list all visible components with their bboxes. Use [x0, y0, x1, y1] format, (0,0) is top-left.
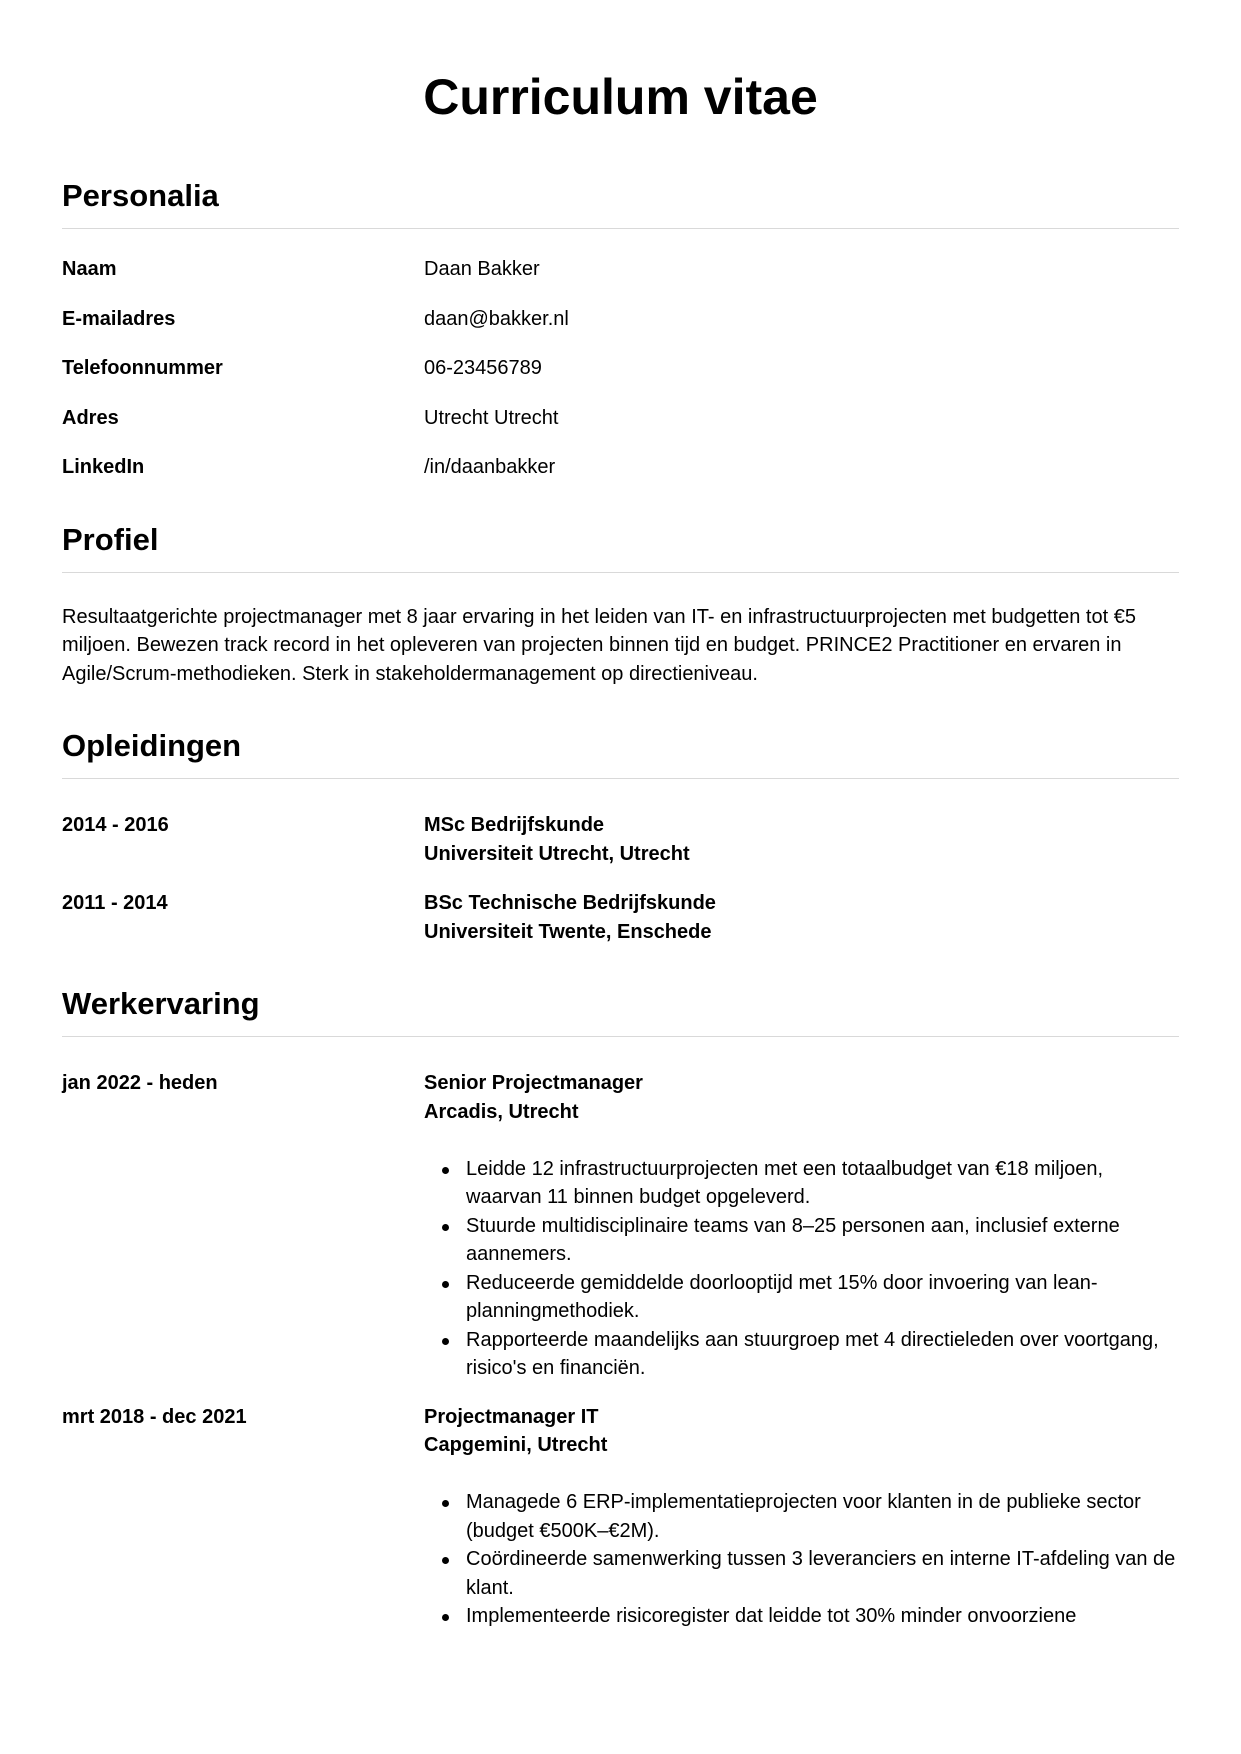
bullet-item: Stuurde multidisciplinaire teams van 8–25 personen aan, inclusief externe aannemers.: [440, 1212, 1179, 1269]
work-org: Capgemini, Utrecht: [424, 1434, 608, 1456]
field-label: E-mailadres: [62, 307, 176, 330]
personalia-row-email: [62, 307, 1179, 357]
education-org: Universiteit Utrecht, Utrecht: [424, 842, 690, 865]
section-heading-werkervaring: Werkervaring: [62, 986, 1179, 1037]
field-value: 06-23456789: [424, 357, 542, 379]
bullet-item: Managede 6 ERP-implementatieprojecten voor klanten in de publieke sector (budget €500K–€2M).: [440, 1488, 1179, 1545]
work-bullets: [424, 1155, 1179, 1383]
work-item: [62, 1403, 1179, 1631]
education-period: 2014 - 2016: [62, 814, 169, 836]
work-period: mrt 2018 - dec 2021: [62, 1405, 247, 1428]
education-item: [62, 811, 1179, 868]
field-label: Telefoonnummer: [62, 357, 223, 379]
education-period: 2011 - 2014: [62, 892, 168, 914]
education-item: [62, 889, 1179, 946]
field-value: Utrecht Utrecht: [424, 406, 559, 429]
field-value: /in/daanbakker: [424, 456, 556, 478]
education-org: Universiteit Twente, Enschede: [424, 920, 712, 943]
field-value: Daan Bakker: [424, 258, 540, 280]
bullet-item: Implementeerde risicoregister dat leidde tot 30% minder onvoorziene: [440, 1602, 1179, 1631]
work-title: Senior Projectmanager: [424, 1072, 643, 1094]
field-label: Adres: [62, 406, 119, 429]
work-item: [62, 1069, 1179, 1383]
personalia-table: [62, 257, 1179, 505]
bullet-item: Coördineerde samenwerking tussen 3 leveranciers en interne IT-afdeling van de klant.: [440, 1545, 1179, 1602]
field-label: Naam: [62, 258, 117, 280]
education-list: [62, 811, 1179, 946]
education-title: BSc Technische Bedrijfskunde: [424, 892, 716, 914]
section-personalia: [62, 178, 1179, 505]
section-heading-personalia: Personalia: [62, 178, 1179, 229]
work-list: [62, 1069, 1179, 1631]
section-heading-opleidingen: Opleidingen: [62, 728, 1179, 779]
bullet-item: Reduceerde gemiddelde doorlooptijd met 15% door invoering van lean-planningmethodiek.: [440, 1269, 1179, 1326]
work-org: Arcadis, Utrecht: [424, 1100, 579, 1123]
personalia-row-linkedin: [62, 455, 1179, 505]
work-bullets: [424, 1488, 1179, 1631]
bullet-item: Rapporteerde maandelijks aan stuurgroep met 4 directieleden over voortgang, risico's en financiën.: [440, 1326, 1179, 1383]
work-body: [424, 1069, 1179, 1383]
education-body: [424, 811, 1179, 868]
document-title: Curriculum vitae: [423, 69, 818, 125]
personalia-row-name: [62, 257, 1179, 307]
section-profiel: [62, 522, 1179, 689]
work-body: [424, 1403, 1179, 1631]
personalia-row-phone: [62, 356, 1179, 406]
section-heading-profiel: Profiel: [62, 522, 1179, 573]
section-opleidingen: [62, 728, 1179, 946]
personalia-row-address: [62, 406, 1179, 456]
education-body: [424, 889, 1179, 946]
profile-text: Resultaatgerichte projectmanager met 8 jaar ervaring in het leiden van IT- en infrastructuurprojecten met budgetten tot €5 miljoen. Bewezen track record in het opleveren van projecten binnen tijd en budget. PRINCE2 Practitioner en ervaren in Agile/Scrum-methodieken. Sterk in stakeholdermanagement op directieniveau.: [62, 605, 1136, 685]
section-werkervaring: [62, 986, 1179, 1631]
bullet-item: Leidde 12 infrastructuurprojecten met een totaalbudget van €18 miljoen, waarvan 11 binnen budget opgeleverd.: [440, 1155, 1179, 1212]
work-period: jan 2022 - heden: [62, 1072, 218, 1094]
field-label: LinkedIn: [62, 456, 145, 478]
work-title: Projectmanager IT: [424, 1405, 599, 1428]
education-title: MSc Bedrijfskunde: [424, 814, 605, 836]
field-value: daan@bakker.nl: [424, 307, 569, 330]
